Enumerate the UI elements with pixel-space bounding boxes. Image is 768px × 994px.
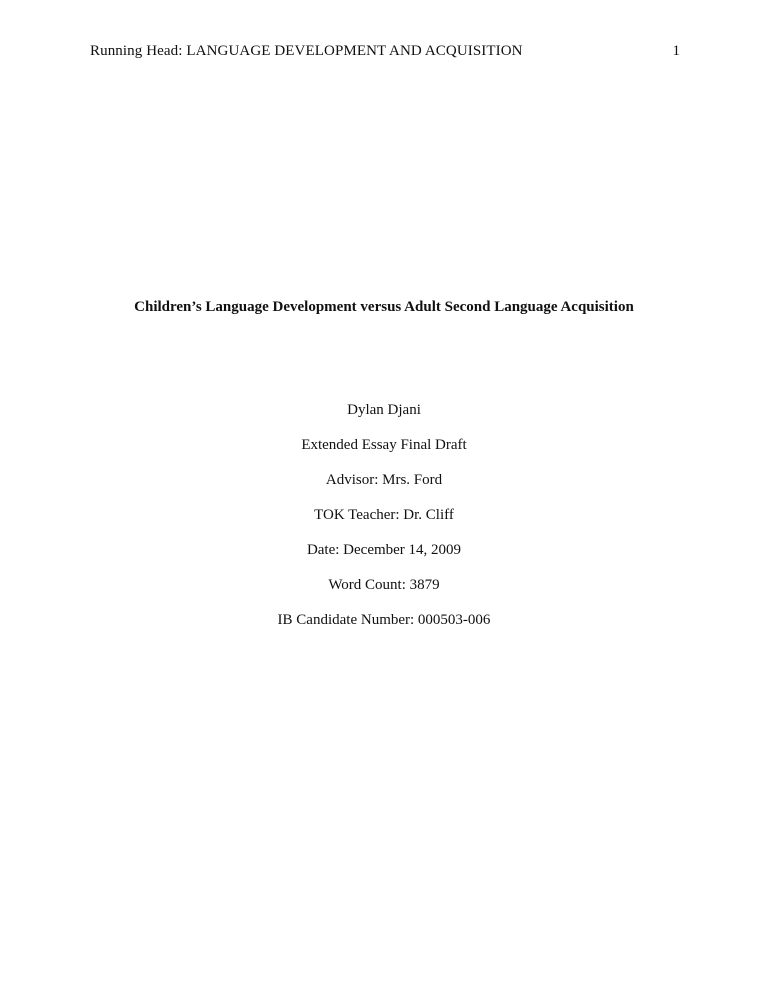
- author-name: Dylan Djani: [347, 402, 421, 418]
- tok-teacher: TOK Teacher: Dr. Cliff: [314, 507, 454, 523]
- page-number: 1: [672, 43, 680, 59]
- running-head: Running Head: LANGUAGE DEVELOPMENT AND ACQUISITION: [90, 43, 523, 59]
- date: Date: December 14, 2009: [306, 542, 462, 558]
- title-page-details: [0, 401, 768, 646]
- candidate-number: IB Candidate Number: 000503-006: [277, 612, 491, 628]
- advisor: Advisor: Mrs. Ford: [325, 472, 443, 488]
- document-type: Extended Essay Final Draft: [301, 437, 467, 453]
- word-count: Word Count: 3879: [328, 577, 440, 593]
- document-title: Children’s Language Development versus Adult Second Language Acquisition: [134, 299, 634, 315]
